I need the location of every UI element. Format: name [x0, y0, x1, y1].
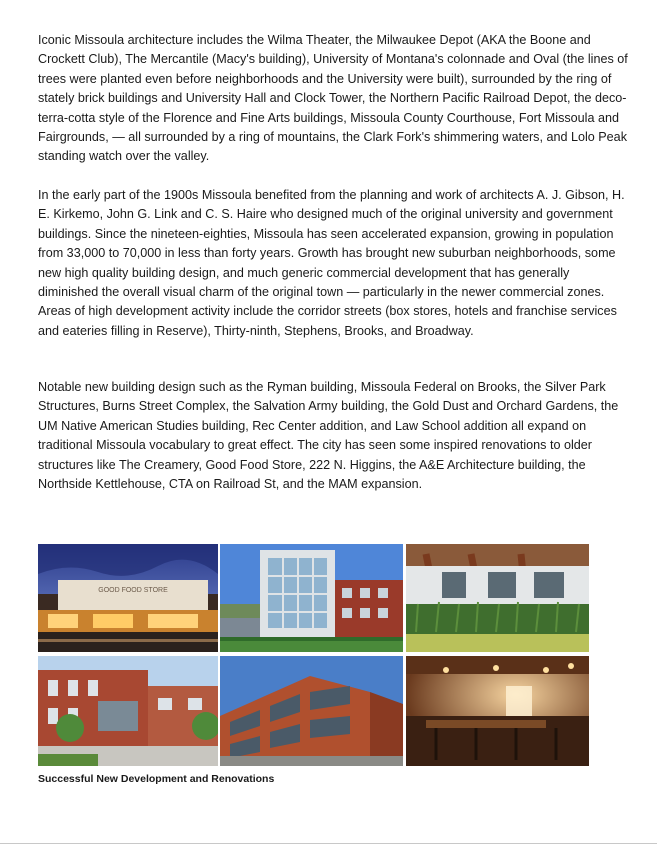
paragraph-history: In the early part of the 1900s Missoula benefited from the planning and work of architects A. J. Gibson, H. E. Kirkemo, John G. Link and C. S. Haire who designed much of the original university and government buildings. Since the nineteen-eighties, Missoula has seen accelerated expansion, growing in population from 33,000 to 70,000 in less than forty years. Growth has brought new suburban neighborhoods, some new high quality building design, and much generic commercial development that has generally diminished the overall visual charm of the original town — particularly in the newer commercial zones. Areas of high development activity include the corridor streets (box stores, hotels and franchise services and eateries filling in Reserve), Thirty-ninth, Stephens, Brooks, and Broadway. — [38, 188, 625, 338]
photo-interior — [406, 656, 589, 766]
store-sign-text: GOOD FOOD STORE — [98, 587, 168, 594]
photo-grid — [38, 544, 589, 766]
photo-caption: Successful New Development and Renovations — [38, 773, 275, 785]
photo-good-food-store — [38, 544, 218, 652]
bottom-divider — [0, 843, 657, 844]
paragraph-new-design: Notable new building design such as the Ryman building, Missoula Federal on Brooks, the Silver Park Structures, Burns Street Complex, the Salvation Army building, the Gold Dust and Orchard Gardens, the UM Native American Studies building, Rec Center addition, and Law School addition all expand on traditional Missoula vocabulary to great effect. The city has seen some inspired renovations to older structures like The Creamery, Good Food Store, 222 N. Higgins, the A&E Architecture building, the Northside Kettlehouse, CTA on Railroad St, and the MAM expansion. — [38, 380, 619, 492]
photo-glass-building — [220, 544, 403, 652]
photo-timber-building — [406, 544, 589, 652]
photo-brick-glass-building — [220, 656, 403, 766]
photo-brick-renovation — [38, 656, 218, 766]
paragraph-architecture: Iconic Missoula architecture includes the Wilma Theater, the Milwaukee Depot (AKA the Boone and Crockett Club), The Mercantile (Macy's building), University of Montana's colonnade and Oval (the lines of trees were planted even before neighborhoods and the University were built), surrounded by the ring of stately brick buildings and University Hall and Clock Tower, the Northern Pacific Railroad Depot, the deco-terra-cotta style of the Florence and Fine Arts buildings, Missoula County Courthouse, Fort Missoula and Fairgrounds, — all surrounded by a ring of mountains, the Clark Fork's shimmering waters, and Lolo Peak standing watch over the valley. — [38, 33, 628, 164]
